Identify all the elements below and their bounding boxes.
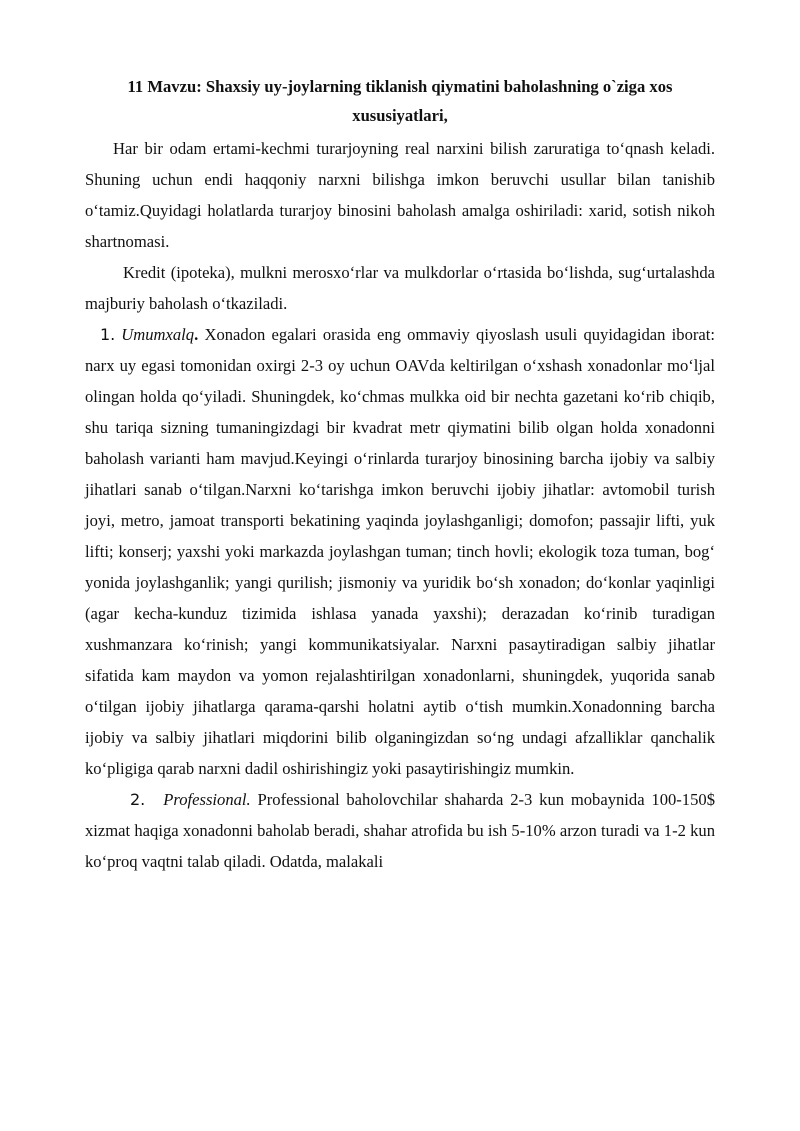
list-item-2 <box>85 784 715 877</box>
list-text: Xonadon egalari orasida eng ommaviy qiyoslash usuli quyidagidan iborat: narx uy egasi tomonidan oxirgi 2-3 oy uchun OAVda keltirilgan o‘xshash xonadonlar mo‘ljal olingan holda qo‘yiladi. Shuningdek, ko‘chmas mulkka oid bir nechta gazetani ko‘rib chiqib, shu tariqa sizning tumaningizdagi bir kvadrat metr qiymatini bilib olgan holda xonadonni baholash varianti ham mavjud.Keyingi o‘rinlarda turarjoy binosining barcha ijobiy va salbiy jihatlari sanab o‘tilgan.Narxni ko‘tarishga imkon beruvchi ijobiy jihatlar: avtomobil turish joyi, metro, jamoat transporti bekatining yaqinda joylashganligi; domofon; passajir lifti, yuk lifti; konserj; yaxshi yoki markazda joylashgan tuman; tinch hovli; ekologik toza tuman, bog‘ yonida joylashganlik; yangi qurilish; jismoniy va yuridik bo‘sh xonadon; do‘konlar yaqinligi (agar kecha-kunduz tizimida ishlasa yanada yaxshi); derazadan ko‘rinib turadigan xushmanzara ko‘rinish; yangi kommunikatsiyalar. Narxni pasaytiradigan salbiy jihatlar sifatida kam maydon va yomon rejalashtirilgan xonadonlarni, shuningdek, yuqorida sanab o‘tilgan ijobiy jihatlarga qarama-qarshi holatni aytib o‘tish mumkin.Xonadonning barcha ijobiy va salbiy jihatlari miqdorini bilib olganingizdan so‘ng undagi afzalliklar qanchalik ko‘pligiga qarab narxni dadil oshirishingiz yoki pasaytirishingiz mumkin. <box>85 325 715 778</box>
list-item-1 <box>85 319 715 784</box>
list-term: Professional. <box>163 790 251 809</box>
paragraph-mandatory-valuation: Kredit (ipoteka), mulkni merosxo‘rlar va mulkdorlar o‘rtasida bo‘lishda, sug‘urtalashda majburiy baholash o‘tkaziladi. <box>85 263 715 313</box>
document-title: 11 Mavzu: Shaxsiy uy-joylarning tiklanish qiymatini baholashning o`ziga xos xususiyatlari, <box>127 77 673 125</box>
list-term-suffix: . <box>194 325 199 344</box>
list-text: Professional baholovchilar shaharda 2-3 kun mobaynida 100-150$ xizmat haqiga xonadonni baholab beradi, shahar atrofida bu ish 5-10% arzon turadi va 1-2 kun ko‘proq vaqtni talab qiladi. Odatda, malakali <box>85 790 715 871</box>
list-number: 1. <box>100 325 116 344</box>
list-number: 2. <box>130 790 146 809</box>
document-page <box>85 72 715 877</box>
list-term: Umumxalq <box>121 325 195 344</box>
paragraph-intro: Har bir odam ertami-kechmi turarjoyning real narxini bilish zaruratiga to‘qnash keladi. Shuning uchun endi haqqoniy narxni bilishga imkon beruvchi usullar bilan tanishib o‘tamiz.Quyidagi holatlarda turarjoy binosini baholash amalga oshiriladi: xarid, sotish nikoh shartnomasi. <box>85 139 715 251</box>
